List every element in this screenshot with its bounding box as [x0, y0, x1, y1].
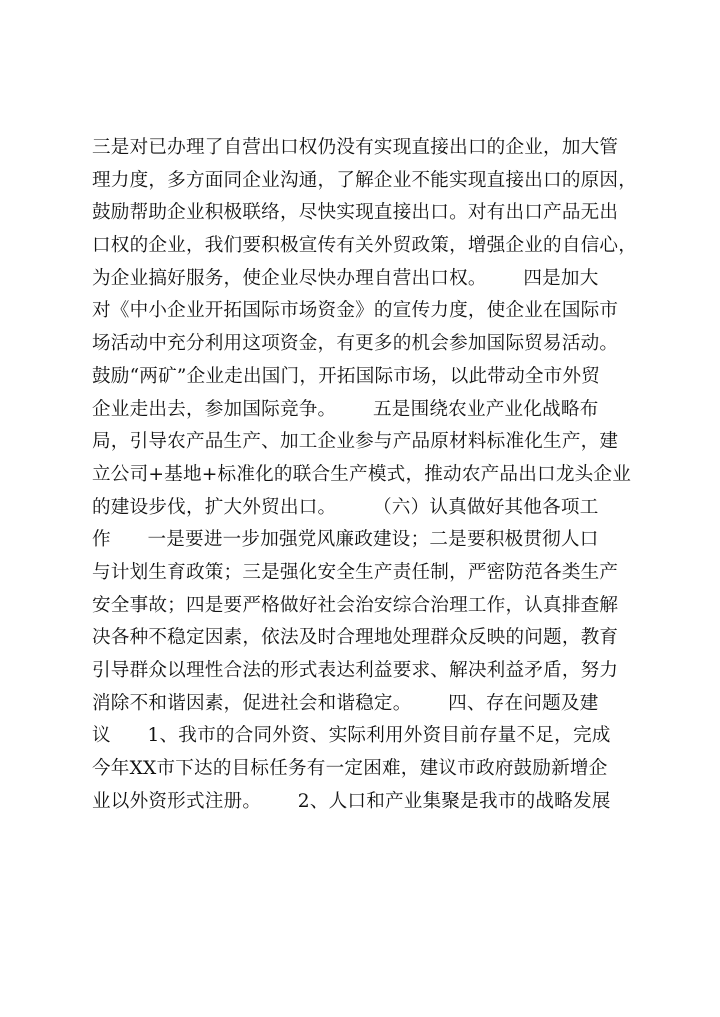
text-line: 安全事故；四是要严格做好社会治安综合治理工作，认真排查解 — [92, 594, 619, 616]
text-line: 今年XX市下达的目标任务有一定困难，建议市政府鼓励新增企 — [92, 758, 608, 780]
text-line: 口权的企业，我们要积极宣传有关外贸政策，增强企业的自信心， — [92, 235, 638, 257]
text-line: 议 1、我市的合同外资、实际利用外资目前存量不足，完成 — [92, 725, 611, 747]
text-line: 企业走出去，参加国际竞争。 五是围绕农业产业化战略布 — [92, 398, 599, 420]
text-line: 为企业搞好服务，使企业尽快办理自营出口权。 四是加大 — [92, 267, 599, 289]
text-line: 的建设步伐，扩大外贸出口。 （六）认真做好其他各项工 — [92, 496, 599, 518]
text-line: 鼓励“两矿”企业走出国门，开拓国际市场，以此带动全市外贸 — [92, 365, 601, 387]
text-line: 决各种不稳定因素，依法及时合理地处理群众反映的问题，教育 — [92, 627, 619, 649]
text-line: 场活动中充分利用这项资金，有更多的机会参加国际贸易活动。 — [92, 333, 619, 355]
text-line: 理力度，多方面同企业沟通，了解企业不能实现直接出口的原因， — [92, 169, 638, 191]
text-line: 与计划生育政策；三是强化安全生产责任制，严密防范各类生产 — [92, 561, 619, 583]
text-line: 三是对已办理了自营出口权仍没有实现直接出口的企业，加大管 — [92, 137, 619, 158]
text-line: 对《中小企业开拓国际市场资金》的宣传力度，使企业在国际市 — [92, 300, 619, 322]
text-line: 业以外资形式注册。 2、人口和产业集聚是我市的战略发展 — [92, 790, 611, 812]
text-line: 消除不和谐因素，促进社会和谐稳定。 四、存在问题及建 — [92, 692, 599, 714]
text-line: 鼓励帮助企业积极联络，尽快实现直接出口。对有出口产品无出 — [92, 202, 619, 224]
text-line: 立公司+基地+标准化的联合生产模式，推动农产品出口龙头企业 — [92, 463, 631, 485]
text-line: 局，引导农产品生产、加工企业参与产品原材料标准化生产，建 — [92, 431, 619, 453]
text-line: 引导群众以理性合法的形式表达利益要求、解决利益矛盾，努力 — [92, 660, 619, 681]
body-text — [92, 132, 638, 818]
text-line: 作 一是要进一步加强党风廉政建设；二是要积极贯彻人口 — [92, 529, 599, 551]
